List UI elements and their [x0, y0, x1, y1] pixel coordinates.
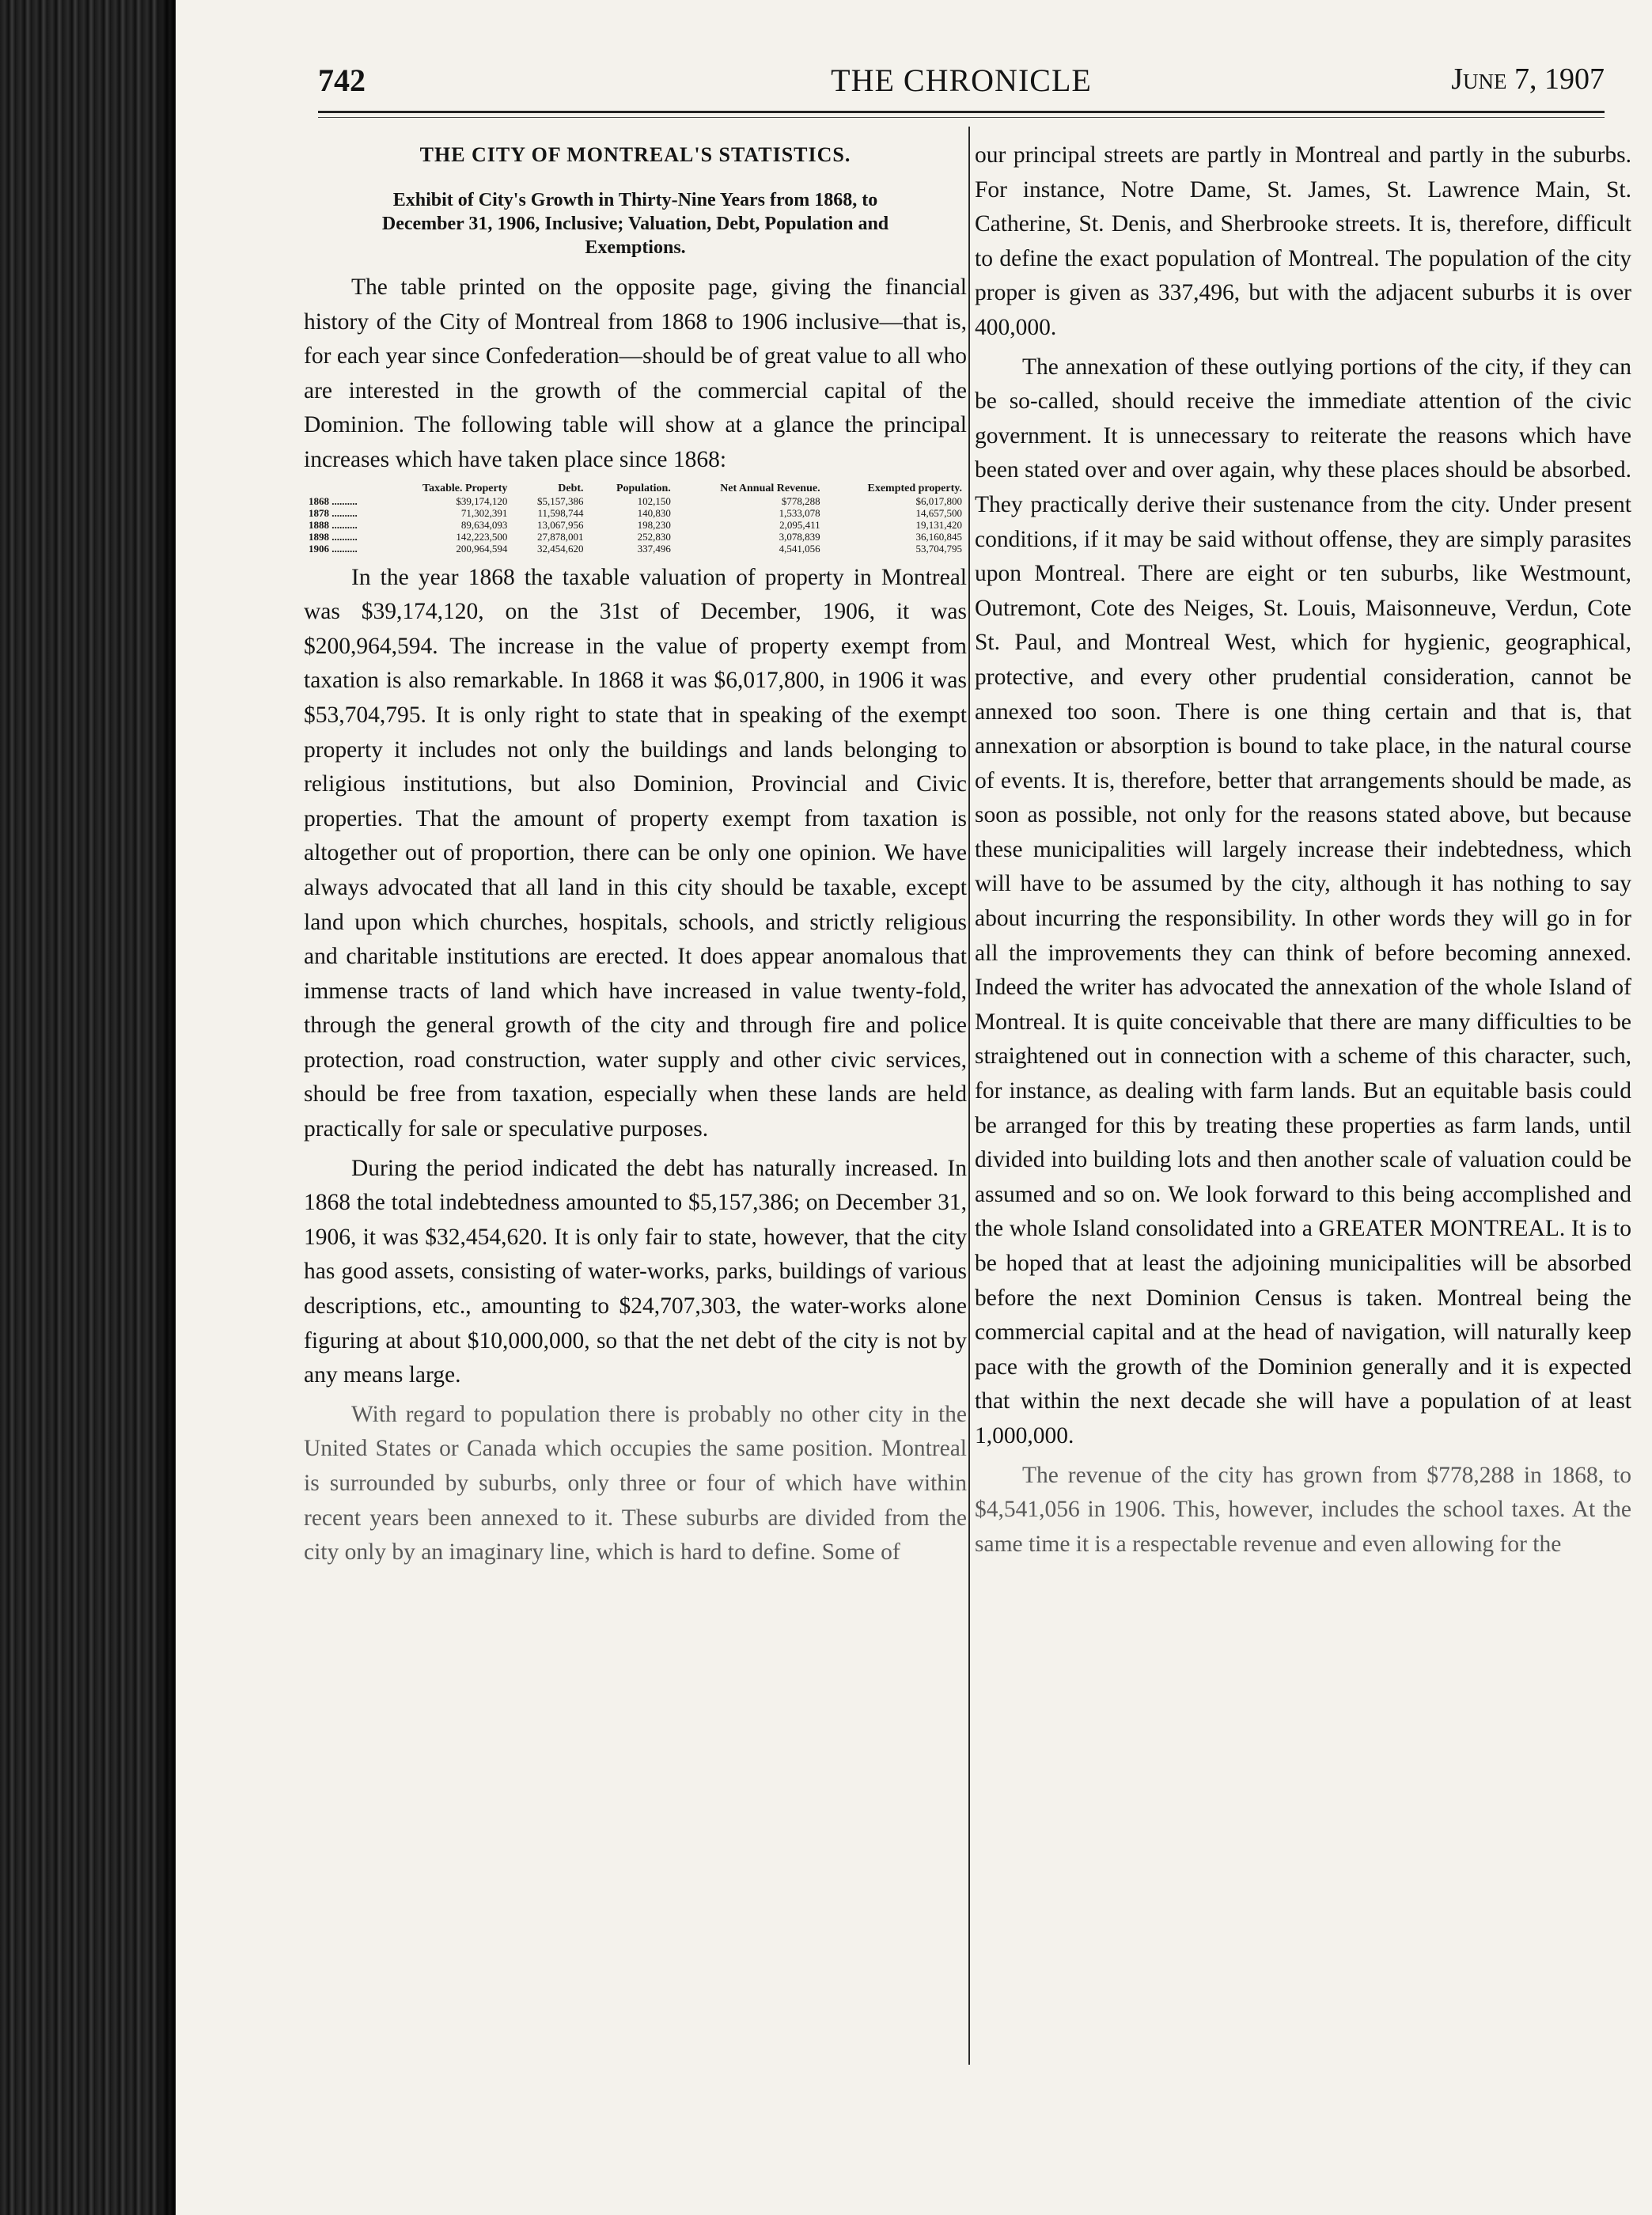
- table-row: [304, 495, 967, 507]
- table-row: [304, 507, 967, 519]
- left-column: [304, 138, 967, 1575]
- table-cell: $778,288: [781, 494, 820, 507]
- table-row: [304, 519, 967, 531]
- table-cell: $6,017,800: [915, 494, 962, 507]
- right-column: [975, 138, 1631, 1566]
- page-header: [318, 62, 1605, 109]
- paragraph: our principal streets are partly in Montreal and partly in the suburbs. For instance, Notre Dame, St. James, St. Lawrence Main, St. Catherine, St. Denis, and Sherbrooke streets. It is, therefore, difficult to define the exact population of Montreal. The population of the city proper is given as 337,496, but with the adjacent suburbs it is over 400,000.: [975, 142, 1631, 340]
- table-cell: $5,157,386: [537, 494, 584, 507]
- table-cell: 1878 ..........: [309, 506, 358, 519]
- journal-title: THE CHRONICLE: [831, 62, 1092, 98]
- newspaper-page: [176, 0, 1652, 2215]
- table-cell: 19,131,420: [915, 518, 962, 531]
- table-cell: 200,964,594: [456, 542, 508, 555]
- table-cell: 142,223,500: [456, 530, 508, 543]
- table-cell: 89,634,093: [460, 518, 508, 531]
- table-header: [304, 483, 384, 495]
- table-header: Net Annual Revenue.: [720, 482, 820, 494]
- table-header: Population.: [616, 482, 671, 494]
- table-cell: 2,095,411: [779, 518, 820, 531]
- header-rule: [318, 111, 1605, 118]
- paragraph: With regard to population there is probably no other city in the United States or Canada which occupies the same position. Montreal is surrounded by suburbs, only three or four of which have within recent years been annexed to it. These suburbs are divided from the city only by an imaginary line, which is hard to define. Some of: [304, 1401, 967, 1566]
- article-subtitle: Exhibit of City's Growth in Thirty-Nine Years from 1868, to December 31, 1906, Inclusive; Valuation, Debt, Population and Exemptions.: [381, 190, 889, 258]
- table-cell: 3,078,839: [779, 530, 820, 543]
- table-cell: 4,541,056: [779, 542, 820, 555]
- paragraph: The table printed on the opposite page, giving the financial history of the City of Montreal from 1868 to 1906 inclusive—that is, for each year since Confederation—should be of great value to all who are interested in the growth of the commercial capital of the Dominion. The following table will show at a glance the principal increases which have taken place since 1868:: [304, 275, 967, 472]
- table-header: Debt.: [558, 482, 584, 494]
- paragraph: During the period indicated the debt has naturally increased. In 1868 the total indebtedness amounted to $5,157,386; on December 31, 1906, it was $32,454,620. It is only fair to state, however, that the city has good assets, consisting of water-works, parks, buildings of various descriptions, etc., amounting to $24,707,303, the water-works alone figuring at about $10,000,000, so that the net debt of the city is not by any means large.: [304, 1155, 967, 1388]
- paragraph: The revenue of the city has grown from $778,288 in 1868, to $4,541,056 in 1906. This, however, includes the school taxes. At the same time it is a respectable revenue and even allowing for the: [975, 1462, 1631, 1557]
- table-cell: 32,454,620: [537, 542, 584, 555]
- paragraph: The annexation of these outlying portions of the city, if they can be so-called, should receive the immediate attention of the civic government. It is unnecessary to reiterate the reasons which have been stated over and over again, why these places should be absorbed. They practically derive their sustenance from the city. Under present conditions, if it may be said without offense, they are simply parasites upon Montreal. There are eight or ten suburbs, like Westmount, Outremont, Cote des Neiges, St. Louis, Maisonneuve, Verdun, Cote St. Paul, and Montreal West, which for hygienic, geographical, protective, and every other prudential consideration, cannot be annexed too soon. There is one thing certain and that is, that annexation or absorption is bound to take place, in the natural course of events. It is, therefore, better that arrangements should be made, as soon as possible, not only for the reasons stated above, but because these municipalities will largely increase their indebtedness, which will have to be assumed by the city, although it has nothing to say about incurring the responsibility. In other words they will go in for all the improvements they can think of before becoming annexed. Indeed the writer has advocated the annexation of the whole Island of Montreal. It is quite conceivable that there are many difficulties to be straightened out in connection with a scheme of this character, such, for instance, as dealing with farm lands. But an equitable basis could be arranged for this by treating these properties as farm lands, until divided into building lots and then another scale of valuation could be assumed and so on. We look forward to this being accomplished and the whole Island consolidated into a GREATER MONTREAL. It is to be hoped that at least the adjoining municipalities will be absorbed before the next Dominion Census is taken. Montreal being the commercial capital and at the head of navigation, will naturally keep pace with the growth of the Dominion generally and it is expected that within the next decade she will have a population of at least 1,000,000.: [975, 354, 1631, 1448]
- column-divider: [968, 127, 970, 2065]
- table-cell: 102,150: [637, 494, 671, 507]
- paragraph: In the year 1868 the taxable valuation of property in Montreal was $39,174,120, on the 31st of December, 1906, it was $200,964,594. The increase in the value of property exempt from taxation is also remarkable. In 1868 it was $6,017,800, in 1906 it was $53,704,795. It is only right to state that in speaking of the exempt property it includes not only the buildings and lands belonging to religious institutions, but also Dominion, Provincial and Civic properties. That the amount of property exempt from taxation is altogether out of proportion, there can be only one opinion. We have always advocated that all land in this city should be taxable, except land upon which churches, hospitals, schools, and strictly religious and charitable institutions are erected. It does appear anomalous that immense tracts of land which have increased in value twenty-fold, through the general growth of the city and through fire and police protection, road construction, water supply and other civic services, should be free from taxation, especially when these lands are held practically for sale or speculative purposes.: [304, 564, 967, 1142]
- article-title: THE CITY OF MONTREAL'S STATISTICS.: [419, 143, 851, 166]
- table-header: Exempted property.: [867, 482, 962, 494]
- table-cell: 1888 ..........: [309, 518, 358, 531]
- table-cell: 71,302,391: [460, 506, 508, 519]
- table-cell: 140,830: [637, 506, 671, 519]
- table-cell: 337,496: [637, 542, 671, 555]
- issue-date: June 7, 1907: [1451, 62, 1605, 96]
- table-row: [304, 543, 967, 555]
- table-cell: 13,067,956: [537, 518, 584, 531]
- table-cell: 1,533,078: [779, 506, 820, 519]
- table-cell: 1898 ..........: [309, 530, 358, 543]
- table-header: Taxable. Property: [422, 482, 508, 494]
- table-cell: 27,878,001: [537, 530, 584, 543]
- table-cell: 14,657,500: [915, 506, 962, 519]
- table-cell: 53,704,795: [915, 542, 962, 555]
- table-cell: 11,598,744: [537, 506, 584, 519]
- table-cell: $39,174,120: [456, 494, 508, 507]
- statistics-table: [304, 483, 967, 555]
- page-number: 742: [318, 62, 366, 98]
- table-cell: 252,830: [637, 530, 671, 543]
- table-cell: 1906 ..........: [309, 542, 358, 555]
- book-spine: [0, 0, 178, 2215]
- table-cell: 198,230: [637, 518, 671, 531]
- table-cell: 1868 ..........: [309, 494, 358, 507]
- table-row: [304, 531, 967, 543]
- table-cell: 36,160,845: [915, 530, 962, 543]
